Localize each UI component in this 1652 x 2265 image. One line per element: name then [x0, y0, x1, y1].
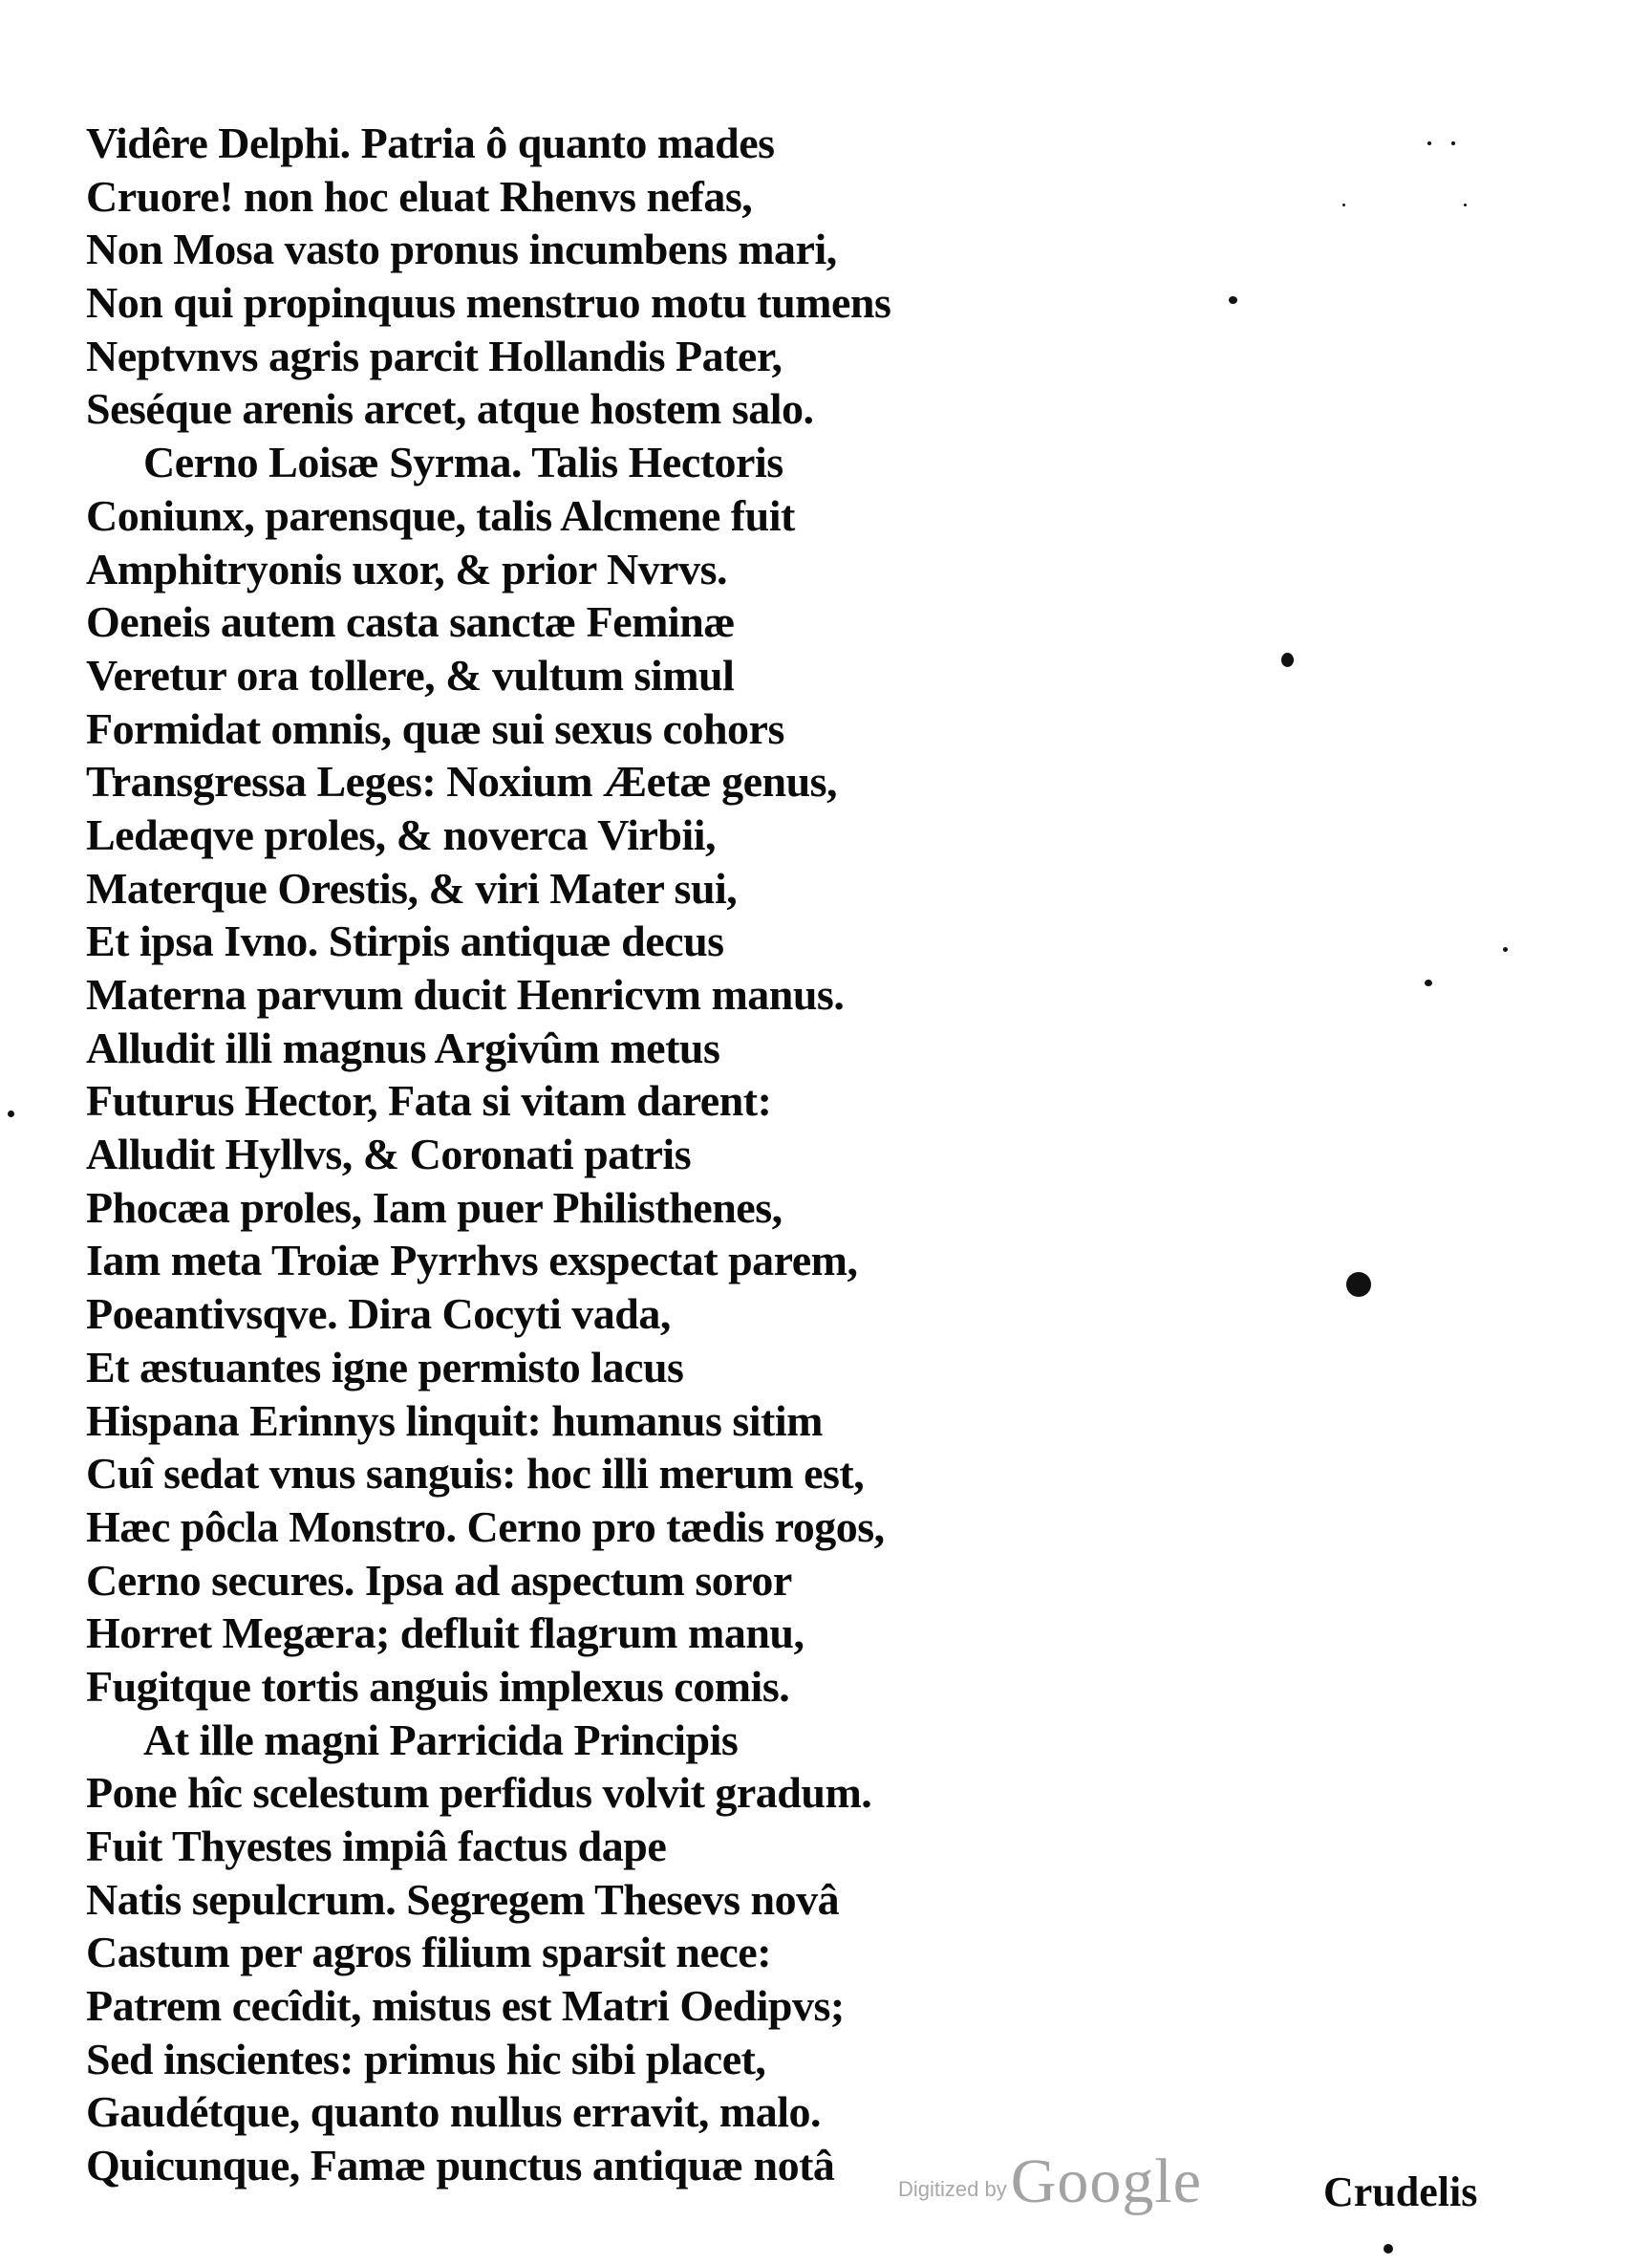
verse-line: Phocæa proles, Iam puer Philisthenes,	[86, 1182, 783, 1232]
verse-line: Coniunx, parensque, talis Alcmene fuit	[86, 490, 795, 540]
verse-line: Hæc pôcla Monstro. Cerno pro tædis rogos,	[86, 1501, 885, 1551]
verse-line: Fuit Thyestes impiâ factus dape	[86, 1822, 667, 1870]
verse-line: Vidêre Delphi. Patria ô quanto mades	[86, 119, 775, 167]
verse-line: Iam meta Troiæ Pyrrhvs exspectat parem,	[86, 1236, 858, 1285]
verse-line: Poeantivsqve. Dira Cocyti vada,	[86, 1289, 671, 1339]
verse-line: Non Mosa vasto pronus incumbens mari,	[86, 225, 837, 274]
verse-line: Futurus Hector, Fata si vitam darent:	[86, 1076, 772, 1126]
verse-line: Fugitque tortis anguis implexus comis.	[86, 1661, 790, 1711]
verse-line: Alludit illi magnus Argivûm metus	[86, 1023, 720, 1072]
verse-line: Sed inscientes: primus hic sibi placet,	[86, 2034, 766, 2083]
verse-line: Materna parvum ducit Henricvm manus.	[86, 970, 845, 1019]
verse-line: Et ipsa Ivno. Stirpis antiquæ decus	[86, 917, 724, 966]
ink-speck	[1281, 653, 1294, 667]
verse-line: Castum per agros filium sparsit nece:	[86, 1928, 772, 1977]
verse-line: Oeneis autem casta sanctæ Feminæ	[86, 597, 736, 647]
verse-line: Hispana Erinnys linquit: humanus sitim	[86, 1395, 823, 1445]
verse-line: Transgressa Leges: Noxium Æetæ genus,	[86, 757, 838, 807]
verse-line: Quicunque, Famæ punctus antiquæ notâ	[86, 2141, 835, 2190]
ink-speck	[8, 1111, 14, 1117]
ink-speck	[1229, 296, 1237, 304]
verse-line: Formidat omnis, quæ sui sexus cohors	[86, 703, 784, 753]
digitized-watermark	[898, 2146, 1202, 2218]
ink-speck	[1346, 1272, 1371, 1297]
verse-line: Ledæqve proles, & noverca Virbii,	[86, 809, 717, 859]
ink-speck	[1384, 2244, 1393, 2254]
verse-line: Natis sepulcrum. Segregem Thesevs novâ	[86, 1874, 840, 1924]
verse-line: At ille magni Parricida Principis	[143, 1715, 739, 1764]
verse-line: Horret Megæra; defluit flagrum manu,	[86, 1608, 805, 1658]
verse-line: Pone hîc scelestum perfidus volvit gradum.	[86, 1768, 872, 1818]
watermark-brand-logo: Google	[1010, 2146, 1203, 2216]
ink-speck	[1464, 204, 1467, 206]
verse-line: Neptvnvs agris parcit Hollandis Pater,	[86, 331, 783, 380]
ink-speck	[1427, 141, 1431, 145]
ink-speck	[1342, 204, 1345, 206]
verse-line: Cerno Loisæ Syrma. Talis Hectoris	[143, 438, 783, 487]
verse-line: Seséque arenis arcet, atque hostem salo.	[86, 384, 814, 434]
catchword: Crudelis	[1323, 2168, 1478, 2215]
verse-line: Non qui propinquus menstruo motu tumens	[86, 278, 891, 328]
verse-line: Veretur ora tollere, & vultum simul	[86, 650, 735, 700]
verse-line: Materque Orestis, & viri Mater sui,	[86, 863, 738, 913]
verse-line: Cuî sedat vnus sanguis: hoc illi merum est,	[86, 1449, 865, 1499]
verse-line: Alludit Hyllvs, & Coronati patris	[86, 1130, 692, 1179]
ink-speck	[1503, 947, 1508, 952]
verse-line: Cerno secures. Ipsa ad aspectum soror	[86, 1555, 792, 1605]
ink-speck	[1425, 980, 1432, 986]
verse-line: Et æstuantes igne permisto lacus	[86, 1342, 684, 1391]
verse-line: Gaudétque, quanto nullus erravit, malo.	[86, 2087, 821, 2137]
verse-line: Patrem cecîdit, mistus est Matri Oedipvs;	[86, 1981, 845, 2031]
ink-speck	[1451, 141, 1455, 145]
verse-line: Cruore! non hoc eluat Rhenvs nefas,	[86, 171, 753, 221]
verse-line: Amphitryonis uxor, & prior Nvrvs.	[86, 544, 727, 593]
watermark-digitized-text: Digitized by	[898, 2177, 1007, 2201]
verse-block	[86, 117, 1099, 2192]
